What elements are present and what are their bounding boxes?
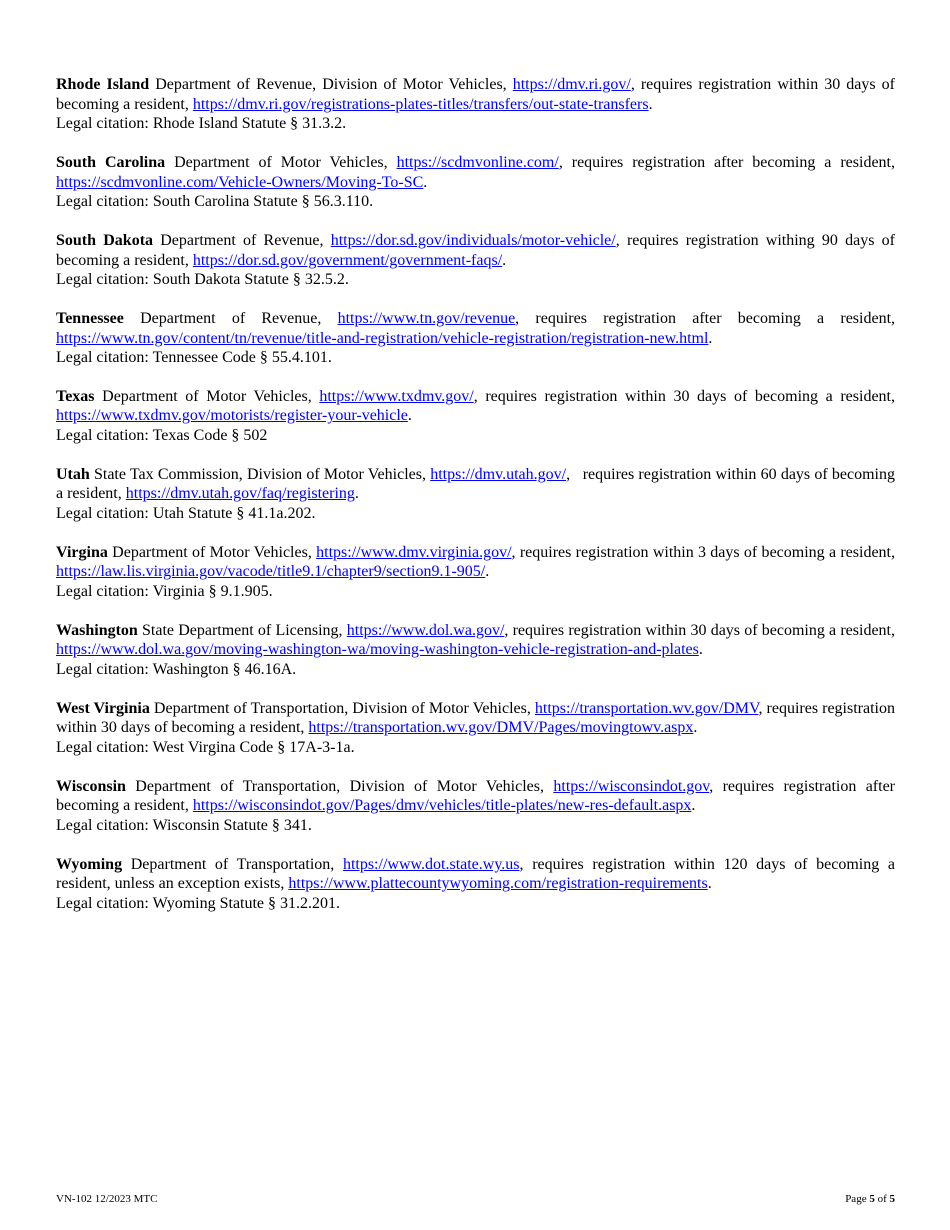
agency-link[interactable]: https://dmv.ri.gov/	[512, 76, 631, 93]
entry-description	[56, 231, 899, 270]
info-link[interactable]: https://www.txdmv.gov/motorists/register-your-vehicle	[56, 407, 408, 425]
page-label: Page	[845, 1193, 870, 1205]
entry-description	[56, 153, 900, 192]
legal-citation: Legal citation: Rhode Island Statute § 31.3.2.	[56, 115, 347, 133]
agency-link[interactable]: https://transportation.wv.gov/DMV	[534, 699, 759, 717]
info-link[interactable]: https://dor.sd.gov/government/government-faqs/	[192, 251, 503, 269]
entry-description	[56, 855, 899, 894]
state-entry	[56, 543, 900, 602]
legal-citation: Legal citation: Texas Code § 502	[56, 427, 268, 445]
agency-text: Department of Motor Vehicles,	[165, 153, 397, 171]
state-name: West Virginia	[56, 699, 150, 717]
legal-citation: Legal citation: Utah Statute § 41.1a.202.	[56, 505, 316, 523]
agency-text: State Department of Licensing,	[137, 621, 347, 639]
agency-text: State Tax Commission, Division of Motor Vehicles,	[89, 465, 431, 483]
period: .	[708, 329, 713, 347]
entry-description	[56, 621, 899, 660]
state-name: South Carolina	[56, 153, 166, 171]
state-name: Rhode Island	[56, 76, 150, 93]
agency-link[interactable]: https://www.txdmv.gov/	[319, 387, 474, 405]
entry-description	[56, 699, 899, 738]
page-of-label: of	[874, 1193, 890, 1205]
legal-citation: Legal citation: South Carolina Statute § 56.3.110.	[56, 193, 374, 211]
page-number	[845, 1193, 895, 1205]
state-entry	[56, 387, 899, 446]
agency-link[interactable]: https://dmv.utah.gov/	[430, 465, 567, 483]
requirement-text: , requires registration within 60 days of becoming a resident,	[56, 465, 899, 503]
state-name: Wyoming	[56, 855, 123, 873]
period: .	[693, 719, 698, 737]
requirement-text: , requires registration after becoming a resident,	[515, 309, 900, 327]
entry-description	[56, 543, 900, 582]
entry-description	[56, 75, 900, 114]
requirement-text: , requires registration within 3 days of becoming a resident,	[511, 543, 900, 561]
agency-text: Department of Transportation, Division of Motor Vehicles,	[125, 777, 554, 795]
agency-text: Department of Revenue,	[123, 309, 338, 327]
requirement-text: , requires registration after becoming a resident,	[56, 777, 900, 815]
state-name: Wisconsin	[56, 777, 126, 795]
page-total: 5	[889, 1193, 895, 1205]
state-entry	[56, 465, 899, 524]
requirement-text: , requires registration within 120 days of becoming a resident, unless an exception exists,	[56, 855, 899, 893]
requirement-text: , requires registration withing 90 days of becoming a resident,	[56, 231, 899, 269]
info-link[interactable]: https://www.dol.wa.gov/moving-washington-wa/moving-washington-vehicle-registration-and-plates	[56, 641, 699, 659]
info-link[interactable]: https://law.lis.virginia.gov/vacode/title9.1/chapter9/section9.1-905/	[56, 563, 486, 581]
state-entry	[56, 777, 900, 836]
period: .	[485, 563, 490, 581]
entry-description	[56, 309, 900, 348]
page-footer	[56, 1193, 895, 1205]
period: .	[502, 251, 507, 269]
legal-citation: Legal citation: Virginia § 9.1.905.	[56, 583, 273, 600]
page-current: 5	[869, 1193, 875, 1205]
period: .	[698, 641, 703, 659]
info-link[interactable]: https://scdmvonline.com/Vehicle-Owners/Moving-To-SC	[56, 173, 424, 191]
state-registration-list	[56, 75, 900, 933]
info-link[interactable]: https://wisconsindot.gov/Pages/dmv/vehicles/title-plates/new-res-default.aspx	[192, 797, 692, 815]
requirement-text: , requires registration within 30 days of becoming a resident,	[504, 621, 899, 639]
legal-citation: Legal citation: Wyoming Statute § 31.2.201.	[56, 894, 341, 912]
state-entry	[56, 621, 899, 680]
requirement-text: , requires registration within 30 days of becoming a resident,	[56, 76, 900, 113]
state-entry	[56, 309, 900, 368]
agency-link[interactable]: https://wisconsindot.gov	[553, 777, 710, 795]
state-entry	[56, 855, 899, 914]
entry-description	[56, 777, 900, 816]
agency-text: Department of Motor Vehicles,	[94, 387, 320, 405]
state-name: Utah	[56, 465, 90, 483]
period: .	[707, 875, 712, 893]
requirement-text: , requires registration within 30 days of becoming a resident,	[56, 699, 899, 737]
state-name: Washington	[56, 621, 138, 639]
agency-link[interactable]: https://scdmvonline.com/	[396, 153, 559, 171]
state-entry	[56, 75, 900, 134]
state-name: Texas	[56, 387, 95, 405]
legal-citation: Legal citation: Tennessee Code § 55.4.101.	[56, 349, 332, 367]
state-entry	[56, 231, 899, 290]
entry-description	[56, 387, 899, 426]
legal-citation: Legal citation: West Virgina Code § 17A-3-1a.	[56, 738, 355, 756]
agency-link[interactable]: https://www.tn.gov/revenue	[337, 309, 516, 327]
agency-link[interactable]: https://www.dol.wa.gov/	[346, 621, 505, 639]
state-entry	[56, 153, 900, 212]
agency-text: Department of Revenue,	[153, 231, 331, 249]
legal-citation: Legal citation: South Dakota Statute § 32.5.2.	[56, 271, 349, 289]
info-link[interactable]: https://dmv.ri.gov/registrations-plates-titles/transfers/out-state-transfers	[192, 95, 649, 113]
info-link[interactable]: https://dmv.utah.gov/faq/registering	[125, 485, 355, 503]
agency-link[interactable]: https://dor.sd.gov/individuals/motor-vehicle/	[330, 231, 616, 249]
state-name: Tennessee	[56, 309, 124, 327]
state-name: South Dakota	[56, 231, 154, 249]
agency-text: Department of Revenue, Division of Motor Vehicles,	[149, 76, 513, 93]
form-id: VN-102 12/2023 MTC	[56, 1193, 158, 1205]
entry-description	[56, 465, 899, 504]
agency-link[interactable]: https://www.dmv.virginia.gov/	[316, 543, 512, 561]
info-link[interactable]: https://www.tn.gov/content/tn/revenue/title-and-registration/vehicle-registration/registration-new.html	[56, 329, 709, 347]
state-name: Virgina	[56, 543, 108, 561]
period: .	[354, 485, 359, 503]
requirement-text: , requires registration within 30 days of becoming a resident,	[473, 387, 899, 405]
agency-text: Department of Transportation,	[122, 855, 343, 873]
legal-citation: Legal citation: Wisconsin Statute § 341.	[56, 816, 312, 834]
info-link[interactable]: https://www.plattecountywyoming.com/registration-requirements	[288, 875, 708, 893]
agency-text: Department of Transportation, Division of Motor Vehicles,	[149, 699, 535, 717]
legal-citation: Legal citation: Washington § 46.16A.	[56, 660, 297, 678]
info-link[interactable]: https://transportation.wv.gov/DMV/Pages/movingtowv.aspx	[308, 719, 694, 737]
period: .	[423, 173, 428, 191]
period: .	[407, 407, 412, 425]
period: .	[691, 797, 696, 815]
period: .	[648, 95, 653, 113]
agency-link[interactable]: https://www.dot.state.wy.us	[342, 855, 520, 873]
agency-text: Department of Motor Vehicles,	[107, 543, 317, 561]
requirement-text: , requires registration after becoming a resident,	[558, 153, 900, 171]
state-entry	[56, 699, 899, 758]
